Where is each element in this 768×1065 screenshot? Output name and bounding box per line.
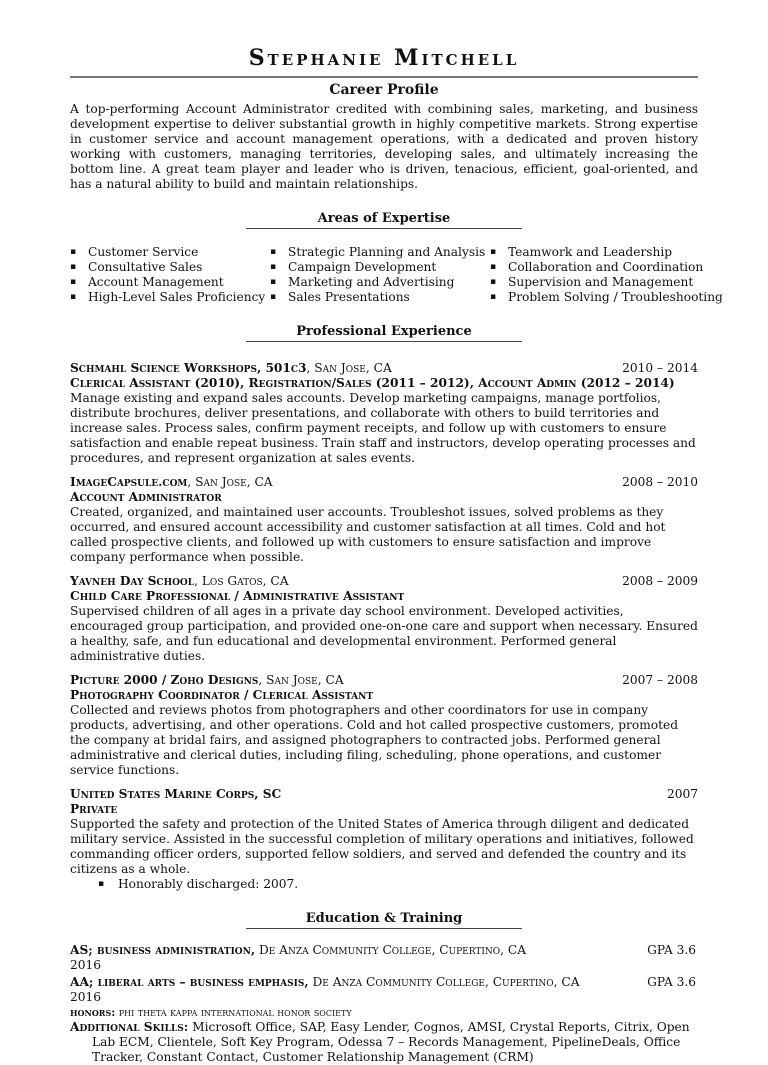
job-dates: 2008 – 2009 xyxy=(622,574,698,588)
job-role: Child Care Professional / Administrative Assistant xyxy=(70,589,405,603)
education-entry xyxy=(70,943,698,973)
job-role: Photography Coordinator / Clerical Assistant xyxy=(70,688,374,702)
job-bullet-text: Honorably discharged: 2007. xyxy=(118,877,299,891)
job-description: Collected and reviews photos from photographers and other coordinators for use in company products, advertising, and other operations. Cold and hot called prospective customers, promoted the company at bridal fairs, and assigned photographers to contracted jobs. Performed general administrative and clerical duties, including filing, scheduling, phone operations, and customer service functions. xyxy=(70,703,679,777)
job-description: Manage existing and expand sales accounts. Develop marketing campaigns, manage portfolios, distribute brochures, deliver presentations, and collaborate with others to build territories and increase sales. Process sales, confirm payment receipts, and follow up with customers to ensure satisfaction and enable repeat business. Train staff and instructors, develop operating processes and procedures, and represent organization at sales events. xyxy=(70,391,696,465)
job-company: ImageCapsule.com xyxy=(70,475,188,489)
job-entry xyxy=(70,673,698,778)
job-location: , Los Gatos, CA xyxy=(194,574,289,588)
education-degree-line xyxy=(70,975,580,990)
expertise-item: ▪ Supervision and Management xyxy=(490,275,698,290)
education-row xyxy=(70,943,698,958)
job-dates: 2007 – 2008 xyxy=(622,673,698,687)
job-company: United States Marine Corps, SC xyxy=(70,787,282,801)
job-description: Supported the safety and protection of the United States of America through diligent and dedicated military service. Assisted in the successful completion of military operations and initiatives, followed commanding officer orders, supported fellow soldiers, and served and defended the country and its citizens as a whole. xyxy=(70,817,694,876)
job-entry xyxy=(70,574,698,664)
education-title: Education & Training xyxy=(246,910,522,929)
honors-text: phi theta kappa international honor society xyxy=(115,1006,352,1019)
education-school: De Anza Community College, Cupertino, CA xyxy=(308,975,580,989)
expertise-item: ▪ Campaign Development xyxy=(270,260,490,275)
job-company-line xyxy=(70,475,273,490)
job-role: Clerical Assistant (2010), Registration/Sales (2011 – 2012), Account Admin (2012 – 2014) xyxy=(70,376,675,390)
education-gpa: GPA 3.6 xyxy=(647,975,696,989)
honors-line xyxy=(70,1005,698,1020)
job-company-line xyxy=(70,673,344,688)
skills-label: Additional Skills: xyxy=(70,1020,189,1034)
job-location: , San Jose, CA xyxy=(258,673,344,687)
job-company: Schmahl Science Workshops, 501c3 xyxy=(70,361,307,375)
job-company-line xyxy=(70,361,392,376)
job-company: Yavneh Day School xyxy=(70,574,195,588)
expertise-title: Areas of Expertise xyxy=(246,210,522,229)
resume-name: Stephanie Mitchell xyxy=(248,45,520,71)
expertise-item: ▪ Problem Solving / Troubleshooting xyxy=(490,290,698,305)
expertise-item: ▪ High-Level Sales Proficiency xyxy=(70,290,270,305)
expertise-item: ▪ Collaboration and Coordination xyxy=(490,260,698,275)
job-dates: 2010 – 2014 xyxy=(622,361,698,375)
expertise-item: ▪ Marketing and Advertising xyxy=(270,275,490,290)
job-header xyxy=(70,673,698,688)
education-field: liberal arts – business emphasis, xyxy=(93,975,309,989)
header-divider xyxy=(70,76,698,78)
job-location: , San Jose, CA xyxy=(187,475,273,489)
job-entry xyxy=(70,361,698,466)
expertise-column-3 xyxy=(490,245,723,305)
career-profile-text: A top-performing Account Administrator credited with combining sales, marketing, and business development expertise to deliver substantial growth in highly competitive markets. Strong expertise in customer service and account management operations, with a dedicated and proven history working with customers, managing territories, developing sales, and ultimately increasing the bottom line. A great team player and leader who is driven, tenacious, efficient, goal-oriented, and has a natural ability to build and maintain relationships. xyxy=(70,102,698,191)
education-field: business administration, xyxy=(92,943,256,957)
job-company: Picture 2000 / Zoho Designs xyxy=(70,673,259,687)
expertise-item: ▪ Teamwork and Leadership xyxy=(490,245,698,260)
job-header xyxy=(70,574,698,589)
education-year: 2016 xyxy=(70,958,102,972)
job-header xyxy=(70,361,698,376)
expertise-item: ▪ Customer Service xyxy=(70,245,270,260)
resume-page xyxy=(70,44,723,1065)
experience-title: Professional Experience xyxy=(246,323,522,342)
education-degree: AA; xyxy=(70,975,94,989)
expertise-column-2 xyxy=(270,245,490,305)
job-entry xyxy=(70,787,698,892)
job-dates: 2008 – 2010 xyxy=(622,475,698,489)
job-company-line xyxy=(70,574,289,589)
expertise-item: ▪ Account Management xyxy=(70,275,270,290)
expertise-grid xyxy=(70,245,723,305)
job-role: Private xyxy=(70,802,118,816)
job-description: Supervised children of all ages in a private day school environment. Developed activities, encouraged group participation, and provided one-on-one care and support when necessary. Ensured a healthy, safe, and fun educational and developmental environment. Performed general administrative duties. xyxy=(70,604,698,663)
job-role: Account Administrator xyxy=(70,490,222,504)
job-bullet xyxy=(70,877,698,892)
education-school: De Anza Community College, Cupertino, CA xyxy=(255,943,527,957)
additional-skills xyxy=(70,1020,698,1065)
education-row xyxy=(70,975,698,990)
education-gpa: GPA 3.6 xyxy=(647,943,696,957)
career-profile-title: Career Profile xyxy=(329,82,439,98)
expertise-column-1 xyxy=(70,245,270,305)
education-year: 2016 xyxy=(70,990,102,1004)
job-header xyxy=(70,475,698,490)
expertise-item: ▪ Sales Presentations xyxy=(270,290,490,305)
job-header xyxy=(70,787,698,802)
skills-text: Microsoft Office, SAP, Easy Lender, Cognos, AMSI, Crystal Reports, Citrix, Open Lab ECM, Clientele, Soft Key Program, Odessa 7 – Records Management, PipelineDeals, Office Tracker, Constant Contact, Customer Relationship Management (CRM) xyxy=(92,1020,690,1064)
job-dates: 2007 xyxy=(666,787,698,801)
expertise-item: ▪ Consultative Sales xyxy=(70,260,270,275)
honors-label: honors: xyxy=(70,1006,116,1019)
education-degree-line xyxy=(70,943,526,958)
expertise-item: ▪ Strategic Planning and Analysis xyxy=(270,245,490,260)
education-entry xyxy=(70,975,698,1005)
education-degree: AS; xyxy=(70,943,93,957)
job-entry xyxy=(70,475,698,565)
job-location: , San Jose, CA xyxy=(306,361,392,375)
job-description: Created, organized, and maintained user accounts. Troubleshot issues, solved problems as they occurred, and ensured account accessibility and customer satisfaction at all times. Cold and hot called prospective clients, and followed up with customers to ensure satisfaction and improve company performance when possible. xyxy=(70,505,666,564)
